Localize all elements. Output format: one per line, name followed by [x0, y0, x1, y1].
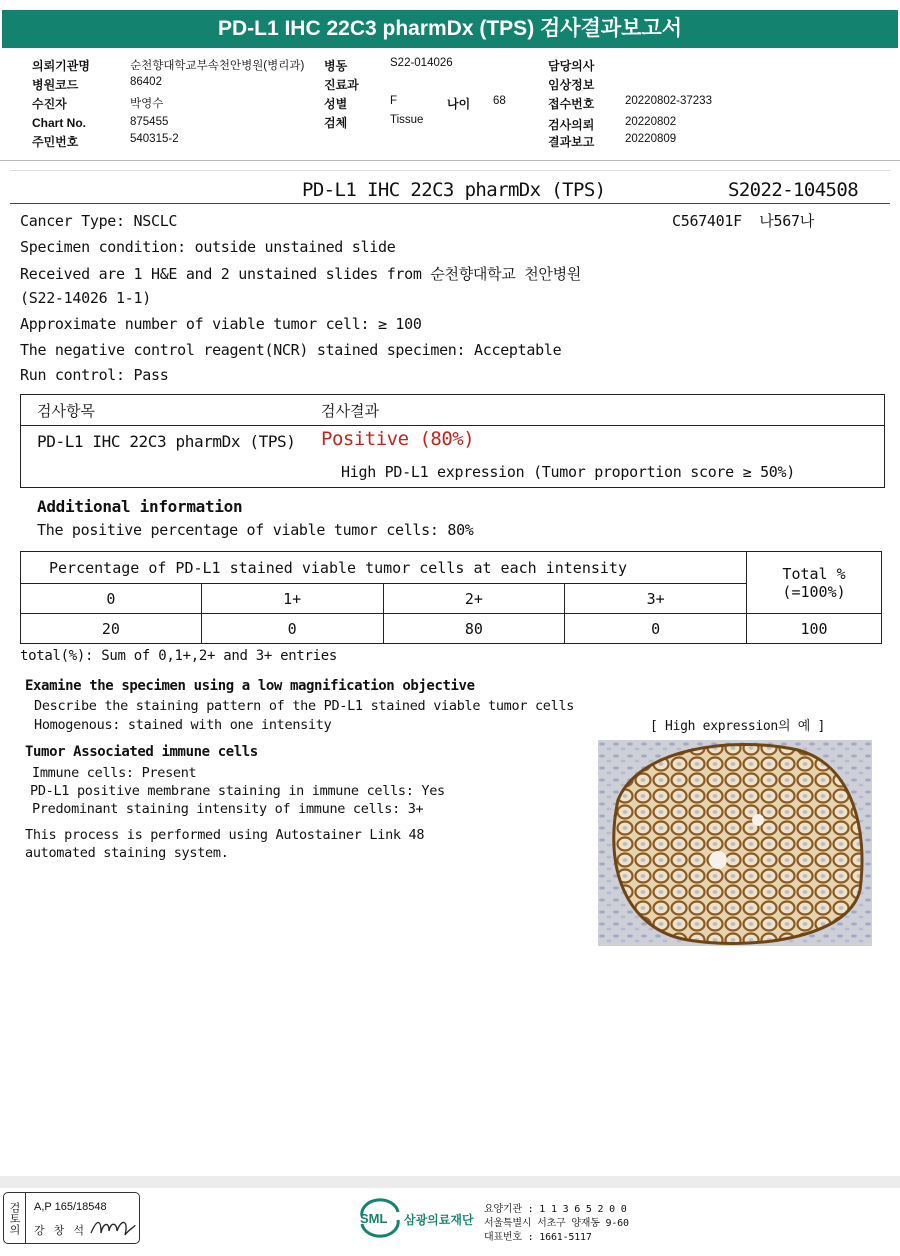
examine-line-1: Describe the staining pattern of the PD-L1 stained viable tumor cells — [34, 698, 575, 714]
handwritten-signature-icon — [89, 1215, 137, 1239]
patient-label: 수진자 — [32, 97, 67, 111]
examine-line-2: Homogenous: stained with one intensity — [34, 717, 332, 733]
microscopy-image — [598, 740, 872, 946]
level-2: 2+ — [383, 584, 565, 614]
specimen-label: 검체 — [324, 116, 348, 130]
document-title: PD-L1 IHC 22C3 pharmDx (TPS) 검사결과보고서 — [2, 10, 898, 48]
receipt-value: 20220802-37233 — [625, 95, 712, 107]
value-0: 20 — [21, 614, 202, 644]
process-line-2: automated staining system. — [25, 845, 229, 861]
chart-label: Chart No. — [32, 116, 86, 130]
immune-line-3: Predominant staining intensity of immune cells: 3+ — [32, 801, 424, 817]
footer-strip — [0, 1176, 900, 1188]
result-header-row — [21, 395, 884, 426]
ward-value: S22-014026 — [390, 57, 453, 69]
address-line-1: 요양기관 : 1 1 3 6 5 2 0 0 — [484, 1204, 627, 1215]
request-value: 20220802 — [625, 116, 677, 128]
level-3: 3+ — [565, 584, 747, 614]
report-date-label: 결과보고 — [548, 135, 595, 149]
result-col-result: 검사결과 — [321, 402, 379, 420]
result-col-item: 검사항목 — [37, 402, 95, 420]
title-underline — [10, 203, 890, 204]
sex-value: F — [390, 95, 398, 107]
ncr-line: The negative control reagent(NCR) stained specimen: Acceptable — [20, 341, 562, 359]
report-test-title: PD-L1 IHC 22C3 pharmDx (TPS) — [302, 179, 606, 201]
immune-line-2: PD-L1 positive membrane staining in immune cells: Yes — [30, 783, 445, 799]
slide-id-line: (S22-14026 1-1) — [20, 289, 151, 307]
total-header-1: Total % — [782, 564, 846, 583]
value-2: 80 — [383, 614, 565, 644]
immune-line-1: Immune cells: Present — [32, 765, 197, 781]
additional-info-title: Additional information — [37, 497, 243, 516]
sign-id: A,P 165/18548 — [34, 1201, 107, 1213]
level-0: 0 — [21, 584, 202, 614]
header-divider — [0, 160, 900, 161]
image-caption: [ High expression의 예 ] — [650, 719, 826, 734]
examine-title: Examine the specimen using a low magnification objective — [25, 678, 475, 694]
result-value: Positive (80%) — [321, 428, 475, 450]
viable-tumor-line: Approximate number of viable tumor cell: ≥ 100 — [20, 315, 422, 333]
report-id: S2022-104508 — [728, 179, 859, 201]
brand-name: 삼광의료재단 — [404, 1213, 474, 1227]
sex-label: 성별 — [324, 97, 348, 111]
received-line: Received are 1 H&E and 2 unstained slides from 순천향대학교 천안병원 — [20, 265, 581, 283]
title-bar — [0, 0, 900, 60]
intensity-table — [20, 551, 882, 644]
ward-label: 병동 — [324, 59, 348, 73]
run-control-line: Run control: Pass — [20, 366, 169, 384]
cancer-type-line: Cancer Type: NSCLC — [20, 212, 178, 230]
result-test-name: PD-L1 IHC 22C3 pharmDx (TPS) — [37, 432, 296, 451]
chart-value: 875455 — [130, 116, 169, 128]
clinical-label: 임상정보 — [548, 78, 595, 92]
specimen-value: Tissue — [390, 114, 424, 126]
sign-side-label: 검토의 — [4, 1193, 26, 1243]
total-header-2: (=100%) — [782, 582, 846, 601]
total-header — [747, 552, 882, 614]
hospital-code-label: 병원코드 — [32, 78, 79, 92]
hospital-code-value: 86402 — [130, 76, 162, 88]
result-box — [20, 394, 885, 488]
sml-logo-icon — [356, 1198, 404, 1238]
rrn-label: 주민번호 — [32, 135, 79, 149]
dept-label: 진료과 — [324, 78, 359, 92]
address-line-3: 대표번호 : 1661-5117 — [484, 1232, 592, 1243]
patient-value: 박영수 — [130, 98, 164, 110]
institution-label: 의뢰기관명 — [32, 59, 90, 73]
report-date-value: 20220809 — [625, 133, 677, 145]
signature-box — [3, 1192, 140, 1244]
institution-value: 순천향대학교부속천안병원(병리과) — [130, 60, 305, 72]
intensity-header: Percentage of PD-L1 stained viable tumor cells at each intensity — [21, 552, 747, 584]
report-codes: C567401F 나567나 — [672, 212, 814, 230]
receipt-label: 접수번호 — [548, 97, 595, 111]
sml-logo-text: SML — [360, 1211, 388, 1226]
value-3: 0 — [565, 614, 747, 644]
result-note: High PD-L1 expression (Tumor proportion score ≥ 50%) — [341, 463, 796, 481]
value-1: 0 — [201, 614, 383, 644]
rrn-value: 540315-2 — [130, 133, 179, 145]
age-label: 나이 — [447, 97, 471, 111]
sign-name: 강 창 석 — [34, 1225, 87, 1237]
header-divider-inner — [10, 170, 890, 171]
process-line-1: This process is performed using Autostainer Link 48 — [25, 827, 425, 843]
address-line-2: 서울특별시 서초구 양재동 9-60 — [484, 1218, 629, 1229]
level-1: 1+ — [201, 584, 383, 614]
request-label: 검사의뢰 — [548, 118, 595, 132]
table-footnote: total(%): Sum of 0,1+,2+ and 3+ entries — [20, 648, 338, 664]
age-value: 68 — [493, 95, 506, 107]
value-total: 100 — [747, 614, 882, 644]
patient-header — [0, 55, 900, 155]
immune-title: Tumor Associated immune cells — [25, 744, 258, 760]
additional-info-line: The positive percentage of viable tumor cells: 80% — [37, 521, 474, 539]
specimen-condition-line: Specimen condition: outside unstained slide — [20, 238, 396, 256]
doctor-label: 담당의사 — [548, 59, 595, 73]
